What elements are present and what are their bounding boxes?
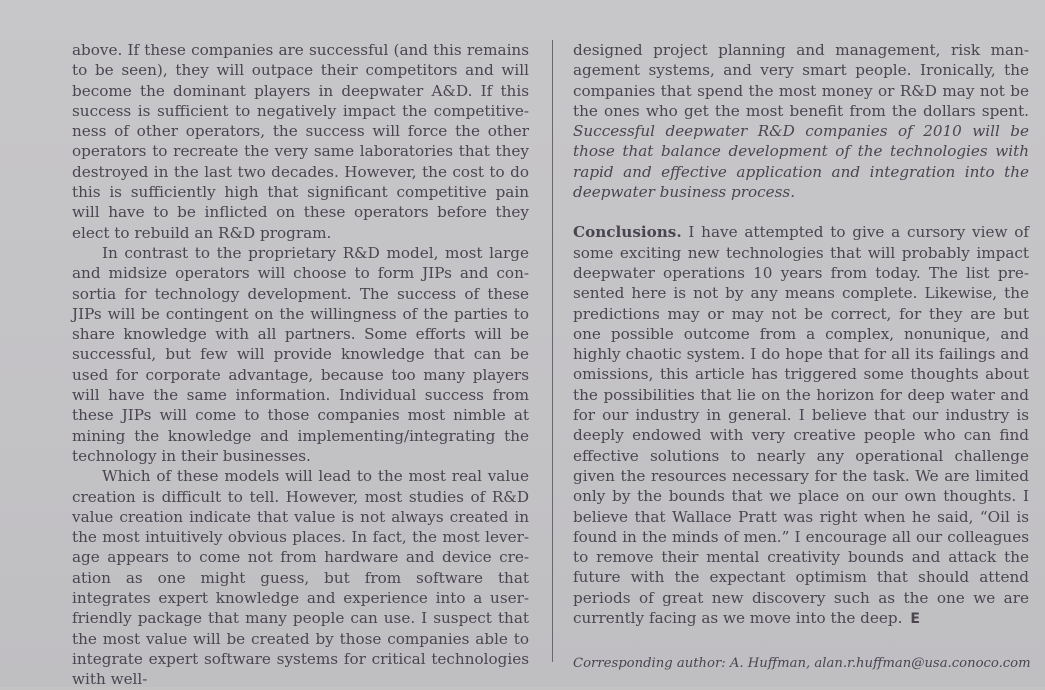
left-paragraph-3: Which of these models will lead to the most real value creation is difficult to tell. However, most studies of R&D value creation indicate that value is not always created in the most intuitively obvious places. In fact, the most leverage appears to come not from hardware and device creation as one might guess, but from software that integrates expert knowledge and experience into a user-friendly package that many people can use. I suspect that the most value will be created by those companies able to integrate expert software systems for critical technologies with well- xyxy=(72,467,529,689)
left-column xyxy=(72,40,529,690)
right-paragraph-1-plain: designed project planning and management, risk management systems, and very smart people. Ironically, the companies that spend the most money or R&D may not be the ones who get the most benefit from the dollars spent. xyxy=(573,41,1029,120)
left-paragraph-1: above. If these companies are successful (and this remains to be seen), they will outpace their competitors and will become the dominant players in deepwater A&D. If this success is sufficient to negatively impact the competitiveness of other operators, the success will force the other operators to recreate the very same laboratories that they destroyed in the last two decades. However, the cost to do this is sufficiently high that significant competitive pain will have to be inflicted on these operators before they elect to rebuild an R&D program. xyxy=(72,41,529,242)
conclusions-text: I have attempted to give a cursory view of some exciting new technologies that will probably impact deepwater operations 10 years from today. The list presented here is not by any means complete. Likewise, the predictions may or may not be correct, for they are but one possible outcome from a complex, nonunique, and highly chaotic system. I do hope that for all its failings and omissions, this article has triggered some thoughts about the possibilities that lie on the horizon for deep water and for our industry in general. I believe that our industry is deeply endowed with very creative people who can find effective solutions to nearly any operational challenge given the resources necessary for the task. We are limited only by the bounds that we place on our own thoughts. I believe that Wallace Pratt was right when he said, “Oil is found in the minds of men.” I encourage all our colleagues to remove their mental creativity bounds and attack the future with the expectant optimism that should attend periods of great new discovery such as the one we are currently facing as we move into the deep. xyxy=(573,223,1029,628)
right-paragraph-1-italic: Successful deepwater R&D companies of 2010 will be those that balance development of the technologies with rapid and effective application and integration into the deepwater business process. xyxy=(573,122,1029,202)
corresponding-author: Corresponding author: A. Huffman, alan.r.huffman@usa.conoco.com xyxy=(573,656,1031,672)
conclusions-paragraph xyxy=(573,222,1029,629)
paragraph-gap xyxy=(573,202,1029,222)
conclusions-heading: Conclusions. xyxy=(573,223,682,242)
end-mark-icon: E xyxy=(910,611,920,628)
right-paragraph-1 xyxy=(573,40,1029,202)
left-paragraph-2: In contrast to the proprietary R&D model, most large and midsize operators will choose to form JIPs and consortia for technology development. The success of these JIPs will be contingent on the willingness of the parties to share knowledge with all partners. Some efforts will be successful, but few will provide knowledge that can be used for corporate advantage, because too many players will have the same information. Individual success from these JIPs will come to those companies most nimble at mining the knowledge and implementing/integrating the technology in their businesses. xyxy=(72,243,529,465)
right-column xyxy=(573,40,1029,673)
column-divider xyxy=(552,40,553,662)
